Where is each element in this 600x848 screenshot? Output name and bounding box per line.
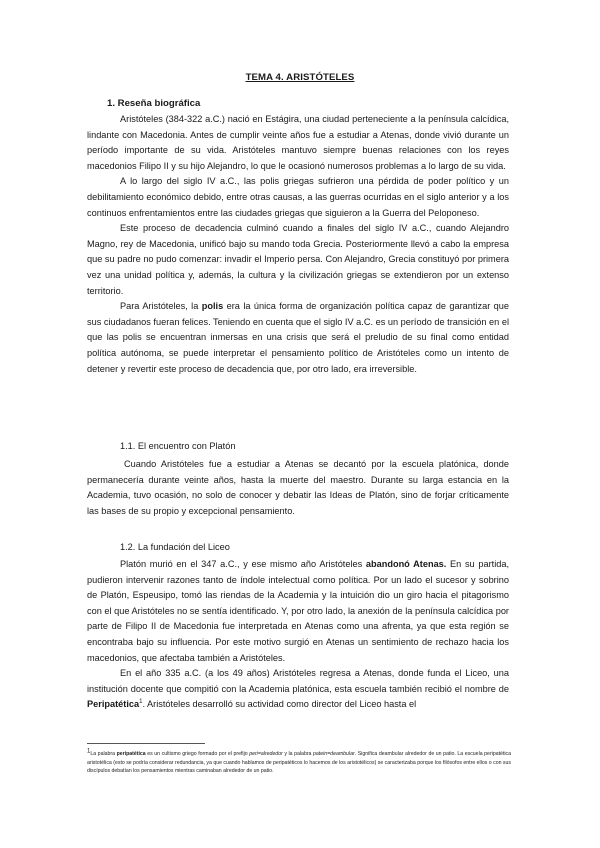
text-run: es un cultismo griego formado por el prefijo bbox=[145, 751, 250, 757]
footnote bbox=[87, 750, 511, 776]
section-heading-plato: 1.1. El encuentro con Platón bbox=[120, 441, 236, 451]
italic-term: patein=deambular bbox=[313, 751, 355, 757]
paragraph bbox=[87, 299, 509, 377]
section-lyceum-body bbox=[87, 557, 509, 713]
text-run: En el año 335 a.C. (a los 49 años) Aristóteles regresa a Atenas, donde funda el Liceo, una institución docente que compitió con la Academia platónica, esta escuela también recibió el nombre de bbox=[87, 668, 509, 694]
text-run: y la palabra bbox=[282, 751, 314, 757]
section-heading-lyceum: 1.2. La fundación del Liceo bbox=[120, 542, 230, 552]
footnote-marker: 1 bbox=[87, 748, 91, 755]
text-run: era la única forma de organización política capaz de garantizar que sus ciudadanos fueran felices. Teniendo en cuenta que el siglo IV a.C. es un período de transición en el que las polis se encuentran inmersas en una crisis que será el preludio de su final como entidad política autónoma, se puede interpretar el pensamiento político de Aristóteles como un intento de detener y revertir este proceso de decadencia que, por otro lado, era irreversible. bbox=[87, 301, 509, 374]
text-run: Para Aristóteles, la bbox=[120, 301, 202, 312]
text-run: En su partida, pudieron intervenir razones tanto de índole intelectual como política. Por un lado el sucesor y sobrino de Platón, Espeusipo, tomó las riendas de la Academia y la intuición dio un giro hacia el pitagorismo con el que Aristóteles no se sentía identificado. Y, por otro lado, la anexión de la península calcídica por parte de Filipo II de Macedonia fue interpretada en Atenas como una afrenta, ya que esta región se encontraba bajo su influencia. Por este motivo surgió en Atenas un sentimiento de rechazo hacia los macedonios, que afectaba también a Aristóteles. bbox=[87, 559, 510, 663]
paragraph: A lo largo del siglo IV a.C., las polis griegas sufrieron una pérdida de poder político y un debilitamiento económico debido, entre otras causas, a las guerras ocurridas en el siglo anterior y a los continuos enfrentamientos entre las ciudades griegas que siguieron a la Guerra del Peloponeso. bbox=[87, 176, 509, 218]
section-heading-biography: 1. Reseña biográfica bbox=[107, 98, 201, 109]
bold-term: peripatética bbox=[116, 751, 146, 757]
section-biography-body bbox=[87, 112, 509, 377]
italic-term: peri=alrededor bbox=[249, 751, 283, 757]
text-run: . Aristóteles desarrolló su actividad como director del Liceo hasta el bbox=[142, 699, 417, 710]
bold-term: Peripatética bbox=[87, 699, 140, 710]
paragraph: Aristóteles (384-322 a.C.) nació en Estágira, una ciudad perteneciente a la península calcídica, lindante con Macedonia. Antes de cumplir veinte años fue a estudiar a Atenas, donde vivió durante un período importante de su vida. Aristóteles mantuvo siempre buenas relaciones con los reyes macedonios Filipo II y su hijo Alejandro, lo que le ocasionó numerosos problemas a lo largo de su vida. bbox=[87, 114, 509, 171]
paragraph: Cuando Aristóteles fue a estudiar a Atenas se decantó por la escuela platónica, donde permanecería durante veinte años, hasta la muerte del maestro. Durante su larga estancia en la Academia, tuvo ocasión, no solo de conocer y debatir las Ideas de Platón, sino de forjar críticamente las bases de su propio y excepcional pensamiento. bbox=[87, 459, 509, 516]
section-plato-body bbox=[87, 457, 509, 519]
text-run: . Significa deambular alrededor de un patio. La escuela peripatética aristotélica (esto se podría considerar redundancia, ya que cuando hablamos de peripatéticos lo hacemos de los aristotélicos) se caracterizaba porque los filósofos entre ellos o con sus discípulos debatían los pensamientos mientras caminaban alrededor de un patio. bbox=[87, 751, 511, 775]
paragraph: Este proceso de decadencia culminó cuando a finales del siglo IV a.C., cuando Alejandro Magno, rey de Macedonia, unificó bajo su mando toda Grecia. Posteriormente llevó a cabo la empresa que su padre no pudo comenzar: invadir el Imperio persa. Con Alejandro, Grecia constituyó por primera vez una unidad política y, además, la cultura y la civilización griegas se extendieron por un extenso territorio. bbox=[87, 223, 509, 296]
footnote-divider bbox=[87, 743, 205, 744]
text-run: La palabra bbox=[90, 751, 117, 757]
paragraph bbox=[87, 666, 509, 713]
bold-term: abandonó Atenas. bbox=[365, 559, 447, 569]
paragraph bbox=[87, 557, 509, 666]
bold-term: polis bbox=[201, 301, 224, 312]
document-title: TEMA 4. ARISTÓTELES bbox=[245, 72, 355, 83]
footnote-ref: 1 bbox=[139, 699, 143, 706]
text-run: Platón murió en el 347 a.C., y ese mismo año Aristóteles bbox=[120, 559, 366, 569]
